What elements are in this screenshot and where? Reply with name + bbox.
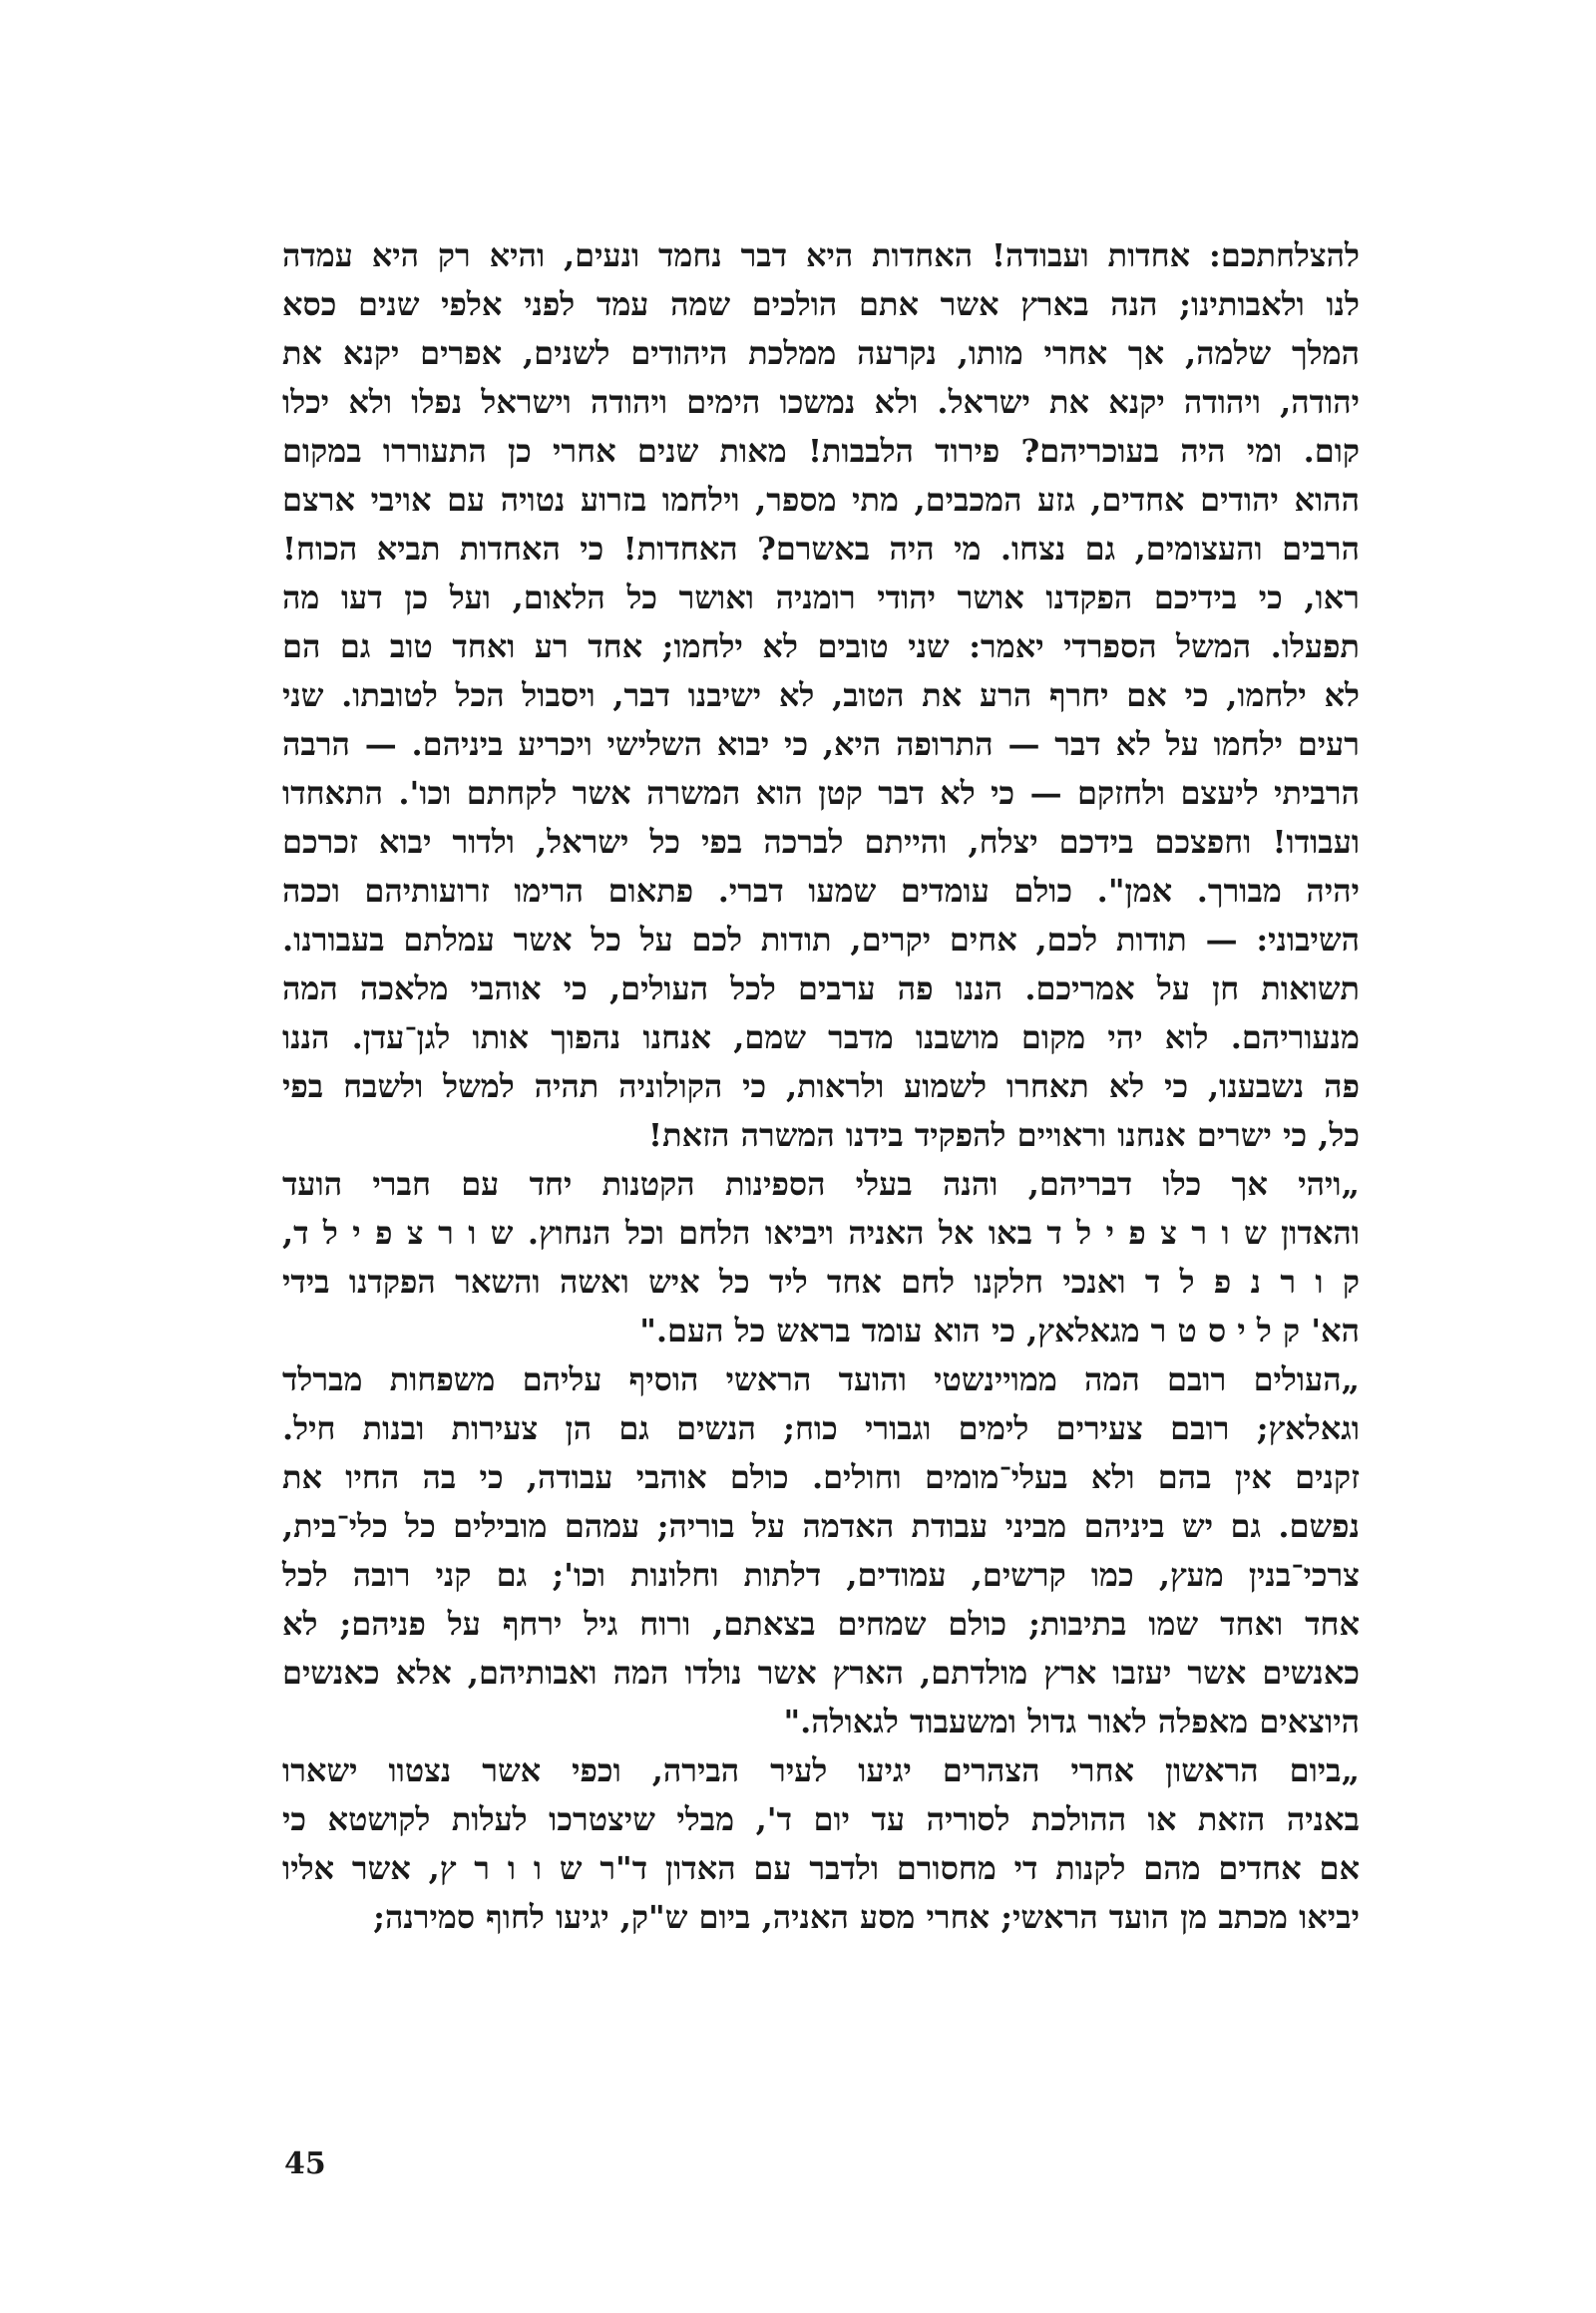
text-line: תפעלו. המשל הספרדי יאמר: שני טובים לא ילחמו; אחד רע ואחד טוב גם הם bbox=[282, 627, 1360, 665]
text-line: צרכי־בנין מעץ, כמו קרשים, עמודים, דלתות וחלונות וכו'; גם קני רובה לכל bbox=[282, 1556, 1361, 1594]
paragraph bbox=[282, 231, 1360, 1160]
text-line: „העולים רובם המה ממויינשטי והועד הראשי הוסיף עליהם משפחות מברלד bbox=[282, 1360, 1360, 1398]
text-line: רעים ילחמו על לא דבר — התרופה היא, כי יבוא השלישי ויכריע ביניהם. — הרבה bbox=[282, 725, 1360, 763]
text-line: תשואות חן על אמריכם. הננו פה ערבים לכל העולים, כי אוהבי מלאכה המה bbox=[282, 969, 1360, 1007]
text-line: אם אחדים מהם לקנות די מחסורם ולדבר עם האדון ד"ר ש ו ו ר ץ, אשר אליו bbox=[282, 1849, 1360, 1887]
page-number: 45 bbox=[284, 2146, 326, 2181]
text-line: המלך שלמה, אך אחרי מותו, נקרעה ממלכת היהודים לשנים, אפרים יקנא את bbox=[282, 334, 1361, 372]
text-line: ההוא יהודים אחדים, גזע המכבים, מתי מספר, וילחמו בזרוע נטויה עם אויבי ארצם bbox=[282, 481, 1360, 519]
text-line: כאנשים אשר יעזבו ארץ מולדתם, הארץ אשר נולדו המה ואבותיהם, אלא כאנשים bbox=[282, 1654, 1361, 1692]
text-line: הרבים והעצומים, גם נצחו. מי היה באשרם? האחדות! כי האחדות תביא הכוח! bbox=[282, 530, 1361, 568]
paragraph bbox=[282, 1355, 1360, 1746]
text-line: וגאלאץ; רובם צעירים לימים וגבורי כוח; הנשים גם הן צעירות ובנות חיל. bbox=[282, 1409, 1360, 1447]
text-line: השיבוני: — תודות לכם, אחים יקרים, תודות לכם על כל אשר עמלתם בעבורנו. bbox=[282, 921, 1360, 959]
text-line: לא ילחמו, כי אם יחרף הרע את הטוב, לא ישיבנו דבר, ויסבול הכל לטובתו. שני bbox=[282, 676, 1361, 714]
text-line: אחד ואחד שמו בתיבות; כולם שמחים בצאתם, ורוח גיל ירחף על פניהם; לא bbox=[282, 1605, 1360, 1643]
text-line: יהיה מבורך. אמן". כולם עומדים שמעו דברי. פתאום הרימו זרועותיהם וככה bbox=[282, 872, 1360, 910]
text-line: היוצאים מאפלה לאור גדול ומשעבוד לגאולה." bbox=[783, 1703, 1360, 1740]
text-line: נפשם. גם יש ביניהם מביני עבודת האדמה על בוריה; עמהם מובילים כל כלי־בית, bbox=[282, 1507, 1360, 1545]
text-line: ראו, כי בידיכם הפקדנו אושר יהודי רומניה ואושר כל הלאום, ועל כן דעו מה bbox=[282, 578, 1361, 616]
text-line: הא' ק ל י ס ט ר מגאלאץ, כי הוא עומד בראש כל העם." bbox=[639, 1312, 1360, 1349]
text-line: והאדון ש ו ר צ פ י ל ד באו אל האניה ויביאו הלחם וכל הנחוץ. ש ו ר צ פ י ל ד, bbox=[282, 1214, 1360, 1252]
text-line: ק ו ר נ פ ל ד ואנכי חלקנו לחם אחד ליד כל איש ואשה והשאר הפקדנו בידי bbox=[282, 1263, 1360, 1301]
text-line: ועבודו! וחפצכם בידכם יצלח, והייתם לברכה בפי כל ישראל, ולדור יבוא זכרכם bbox=[282, 823, 1361, 861]
paragraph bbox=[282, 1746, 1360, 1942]
text-line: מנעוריהם. לוא יהי מקום מושבנו מדבר שמם, אנחנו נהפוך אותו לגן־עדן. הננו bbox=[282, 1018, 1360, 1056]
text-line: יהודה, ויהודה יקנא את ישראל. ולא נמשכו הימים ויהודה וישראל נפלו ולא יכלו bbox=[282, 383, 1360, 421]
text-line: „ויהי אך כלו דבריהם, והנה בעלי הספינות הקטנות יחד עם חברי הועד bbox=[282, 1165, 1360, 1203]
text-line: יביאו מכתב מן הועד הראשי; אחרי מסע האניה, ביום ש"ק, יגיעו לחוף סמירנה; bbox=[373, 1898, 1360, 1936]
paragraph bbox=[282, 1160, 1360, 1355]
body-text bbox=[282, 231, 1360, 1942]
text-line: לנו ולאבותינו; הנה בארץ אשר אתם הולכים שמה עמד לפני אלפי שנים כסא bbox=[282, 285, 1360, 323]
text-line: פה נשבענו, כי לא תאחרו לשמוע ולראות, כי הקולוניה תהיה למשל ולשבח בפי bbox=[282, 1067, 1360, 1105]
text-line: כל, כי ישרים אנחנו וראויים להפקיד בידנו המשרה הזאת! bbox=[648, 1116, 1360, 1154]
text-line: להצלחתכם: אחדות ועבודה! האחדות היא דבר נחמד ונעים, והיא רק היא עמדה bbox=[282, 236, 1361, 274]
text-line: קום. ומי היה בעוכריהם? פירוד הלבבות! מאות שנים אחרי כן התעוררו במקום bbox=[282, 432, 1361, 470]
text-line: הרביתי ליעצם ולחזקם — כי לא דבר קטן הוא המשרה אשר לקחתם וכו'. התאחדו bbox=[282, 774, 1360, 812]
text-line: זקנים אין בהם ולא בעלי־מומים וחולים. כולם אוהבי עבודה, כי בה החיו את bbox=[282, 1458, 1360, 1496]
text-line: באניה הזאת או ההולכת לסוריה עד יום ד', מבלי שיצטרכו לעלות לקושטא כי bbox=[282, 1800, 1360, 1838]
text-line: „ביום הראשון אחרי הצהרים יגיעו לעיר הבירה, וכפי אשר נצטוו ישארו bbox=[282, 1751, 1361, 1789]
